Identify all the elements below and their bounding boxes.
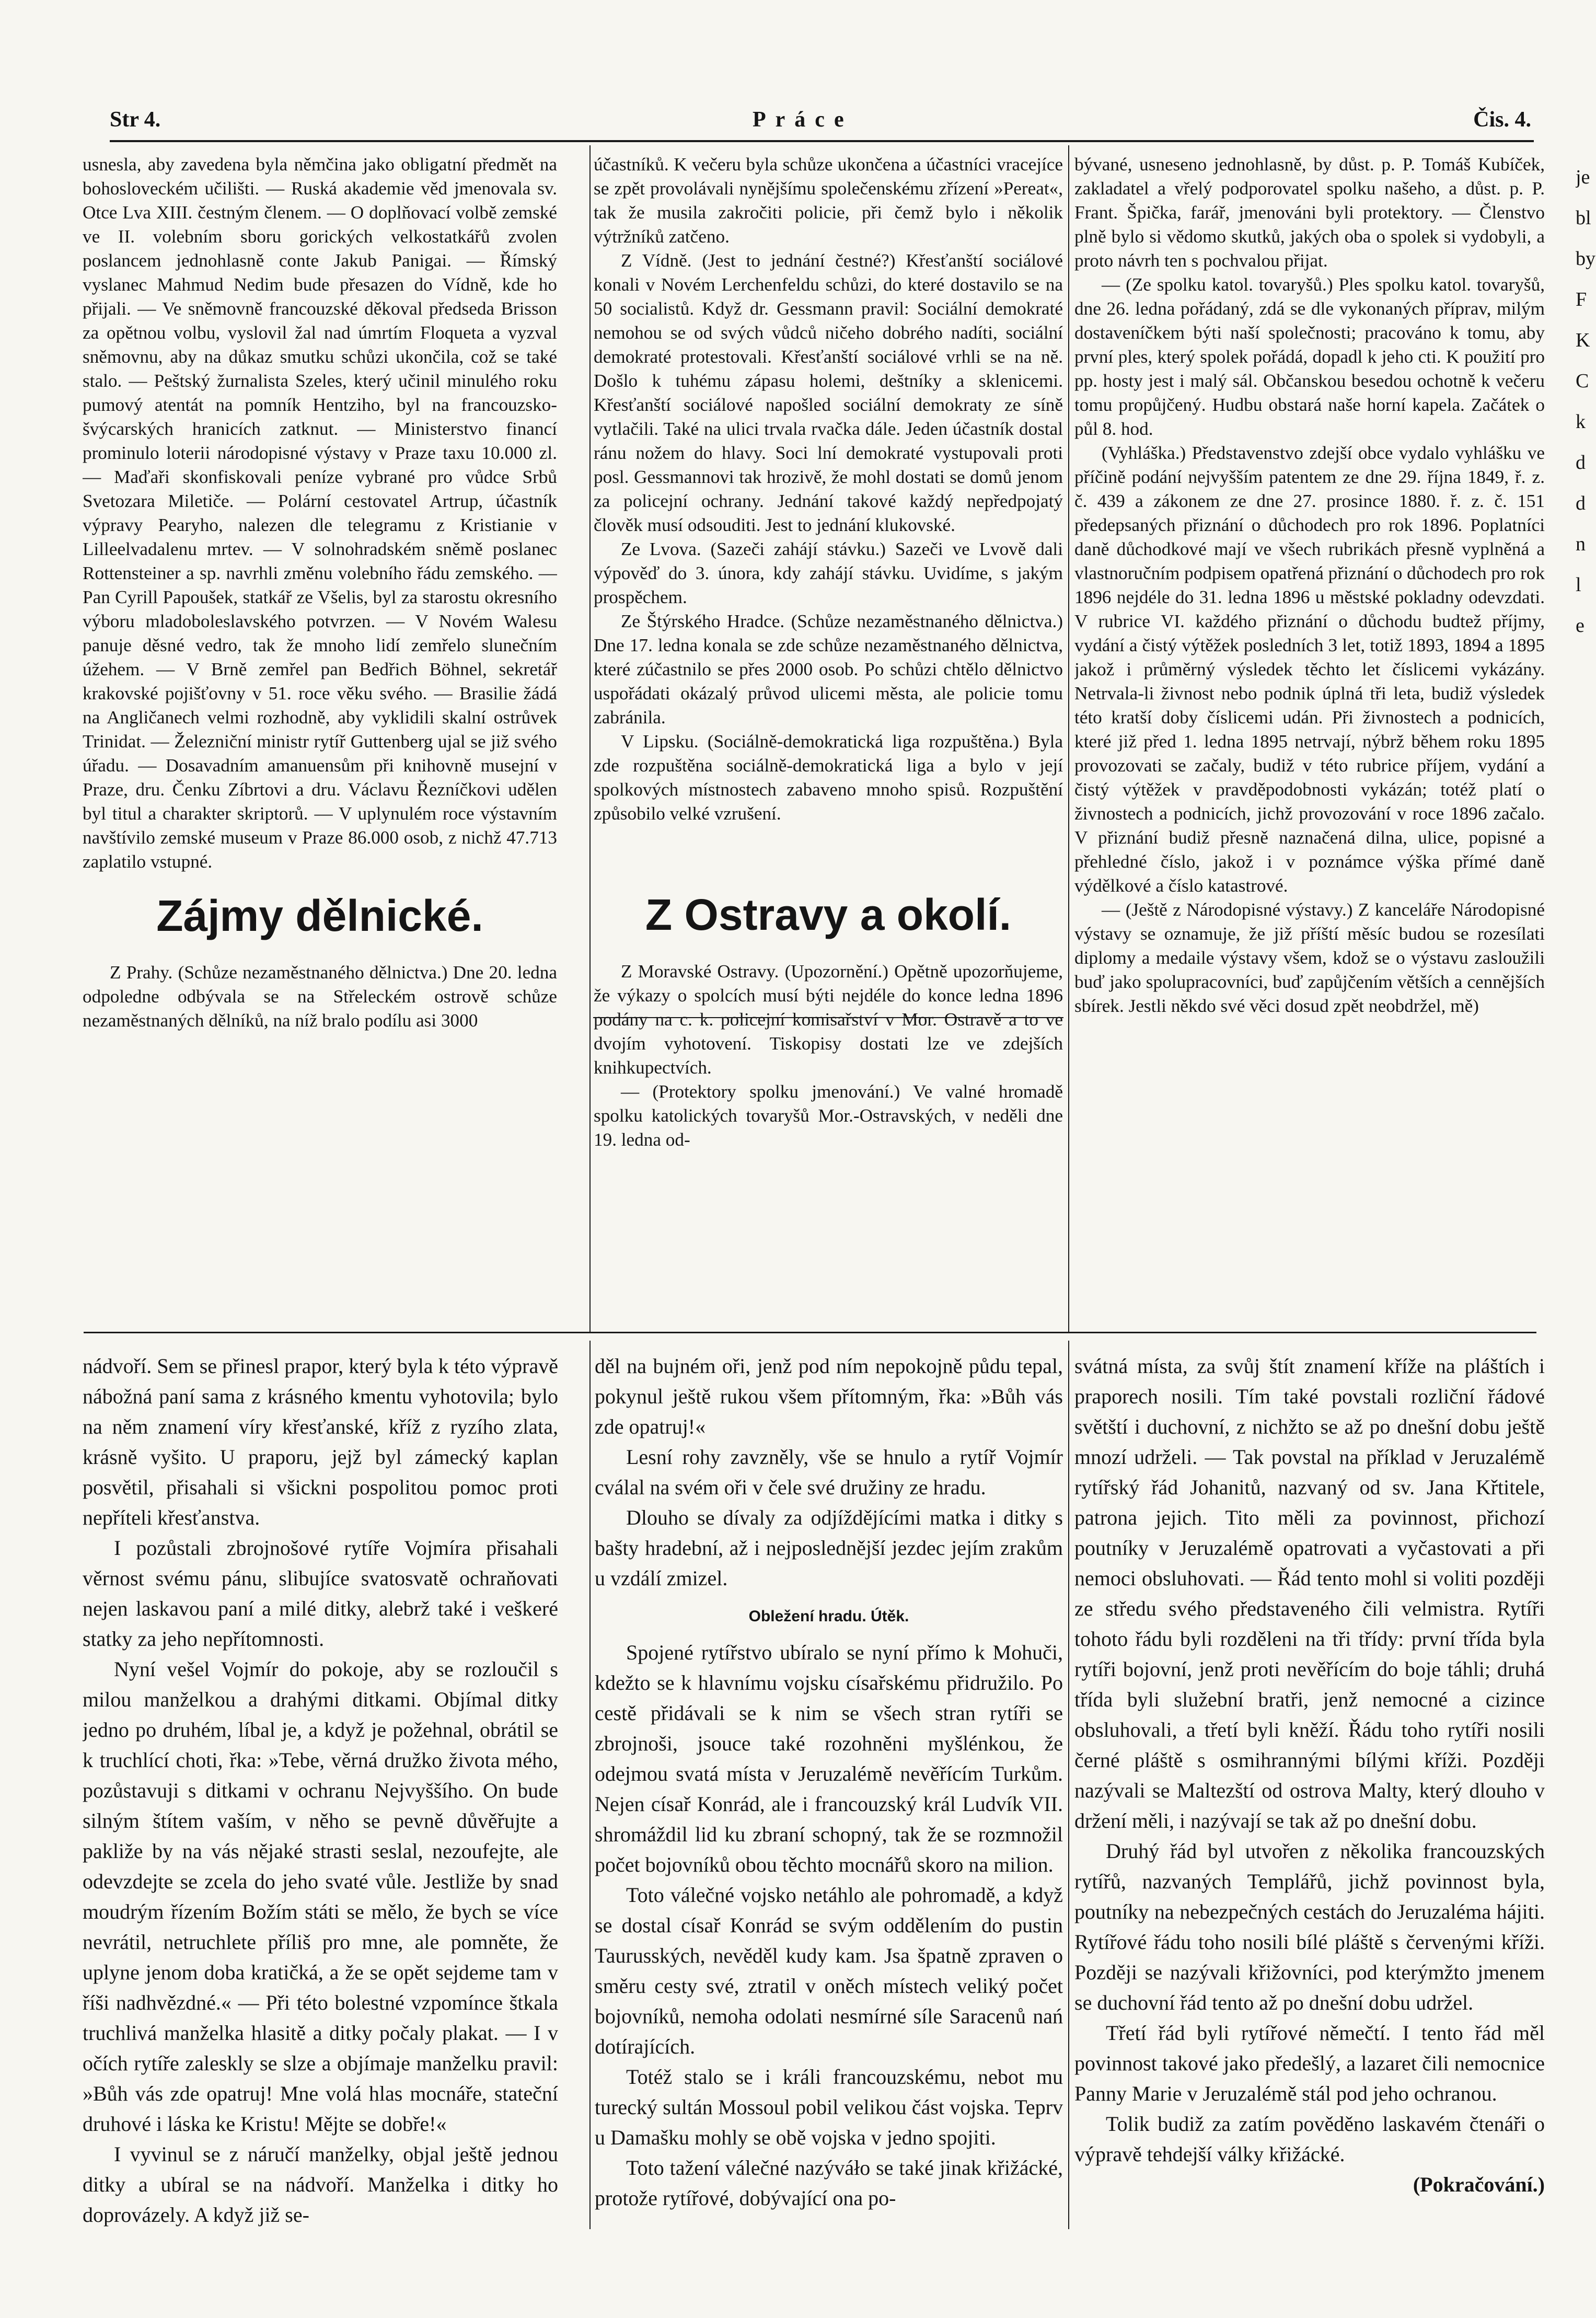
article-lvov: Ze Lvova. (Sazeči zahájí stávku.) Sazeči ve Lvově dali výpověď do 3. února, kdy zahájí stávku. Uvidíme, s jakým prospěchem. [594,539,1063,607]
article-continuation: účastníků. K večeru byla schůze ukončena a účastníci vracejíce se zpět provolávali nynějšímu společenskému zřízení »Pereat«, tak že musila zakročiti policie, při čemž bylo i několik výtržníků zatčeno. [594,154,1063,247]
article-ostrava: Z Moravské Ostravy. (Upozornění.) Opětně upozorňujeme, že výkazy o spolcích musí býti nejdéle do konce ledna 1896 podány na c. k. policejní komisařství v Mor. Ostravě a to ve dvojím vyhotovení. Tiskopisy dostati lze ve zdejších knihkupectvích. [594,961,1063,1078]
story-text: Spojené rytířstvo ubíralo se nyní přímo k Mohuči, kdežto se k hlavnímu vojsku císařskému přidružilo. Po cestě přidávali se k nim se všech stran rytíři se zbrojnoši, jsouce také rozohněni myšlénkou, že odejmou svatá místa v Jeruzalémě nevěřícím Turkům. Nejen císař Konrád, ale i francouzský král Ludvík VII. shromáždil lid ku zbraní schopný, tak že se rozmnožil počet bojovníků obou těchto mocnářů skoro na milion. [595,1641,1063,1876]
story-text: Lesní rohy zavzněly, vše se hnulo a rytíř Vojmír cválal na svém oři v čele své družiny ze hradu. [595,1445,1063,1499]
top-column-1 [83,153,557,1329]
story-text: Nyní vešel Vojmír do pokoje, aby se rozloučil s milou manželkou a drahými ditkami. Objímal ditky jedno po druhém, líbal je, a když je požehnal, obrátil se k truchlící choti, řka: »Tebe, věrná družko života mého, pozůstavuji s ditkami v ochranu Nejvyššího. On bude silným štítem vaším, v něho se pevně důvěřujte a pakliže by na vás nějaké strasti seslal, nezoufejte, ale odevzdejte se zcela do jeho svaté vůle. Jestliže by snad moudrým řízením Božím státi se mělo, že bych se více nevrátil, netruchlete příliš pro mne, ale pomněte, že uplyne jenom doba kratičká, a že se opět sejdeme tam v říši nadhvězdné.« — Při této bolestné vzpomínce štkala truchlivá manželka hlasitě a ditky počaly plakat. — I v očích rytíře zaleskly se slze a objímaje manželku pravil: »Bůh vás zde opatruj! Mne volá hlas mocnáře, stateční druhové i láska ke Kristu! Mějte se dobře!« [83,1657,558,2136]
article-exhibition: — (Ještě z Národopisné výstavy.) Z kanceláře Národopisné výstavy se oznamuje, že již příští měsíc budou se rozesílati diplomy a medaile výstavy všem, kdož se o výstavu zasloužili buď jako spolupracovníci, buď zapůjčením větších a cennějších sbírek. Jestli někdo své věci dosud zpět neobdržel, mě) [1074,899,1545,1016]
page-header [110,107,1531,139]
top-column-3 [1074,153,1545,1329]
story-text: Tolik budiž za zatím pověděno laskavém čtenáři o výpravě tehdejší války křižácké. [1074,2112,1545,2166]
story-text: Dlouho se dívaly za odjíždějícími matka i ditky s bašty hradební, až i nejposlednější jezdec jejím zrakům u vzdálí zmizel. [595,1506,1063,1590]
page-number: Str 4. [110,108,161,132]
story-text: I pozůstali zbrojnošové rytíře Vojmíra přisahali věrnost svému pánu, slibujíce svatosvatě ochraňovati nejen laskavou paní a milé ditky, alebrž také i veškeré statky za jeho nepřítomnosti. [83,1536,558,1651]
top-column-2 [594,153,1063,1329]
chapter-title: Obležení hradu. Útěk. [748,1608,909,1625]
column-rule [1068,145,1069,1332]
section-title-ostrava: Z Ostravy a okolí. [645,890,1012,939]
column-rule [1068,1341,1069,2229]
column-rule [589,145,591,1332]
section-separator [84,1332,1536,1333]
article-announcement: (Vyhláška.) Představenstvo zdejší obce vydalo vyhlášku ve příčině podání nejvyšším patentem ze dne 29. října 1849, ř. z. č. 439 a zákonem ze dne 27. prosince 1880. ř. z. č. 151 předepsaných přiznání o důchodech pro rok 1896. Poplatníci daně důchodkové mají ve všech rubrikách přesně vyplněná a vlastnoručním podpisem opatřená přiznání o důchodech pro rok 1896 nejdéle do 31. ledna 1896 u městské pokladny odevzdati. V rubrice VI. každého přiznání o důchodu budtež příjmy, vydání a čistý výtěžek posledních 3 let, totiž 1893, 1894 a 1895 jakož i průměrný výsledek těchto let číslicemi vykázány. Netrvala-li živnost nebo podnik úplná tři leta, budiž výsledek této kratší doby číslicemi udán. Při živnostech a podnicích, které již před 1. ledna 1895 netrvají, nýbrž během roku 1895 provozovati se začaly, budiž v této rubrice příjem, vydání a čistý výtěžek v pravděpodobnosti vykázán; totéž platí o živnostech a podnicích, jichž provozování v roce 1896 začalo. V přiznání budiž přesně naznačená dilna, ulice, popisné a přehledné číslo, jakož i v poznámce výška přímé daně výdělkové a číslo katastrové. [1074,443,1545,896]
bottom-column-3 [1074,1351,1545,2240]
section-title-zajmy: Zájmy dělnické. [156,891,483,940]
article-graz: Ze Štýrského Hradce. (Schůze nezaměstnaného dělnictva.) Dne 17. ledna konala se zde schůze nezaměstnaného dělnictva, které zúčastnilo se přes 2000 osob. Po schůzi chtělo dělnictvo uspořádati okázalý průvod ulicemi města, ale policie tomu zabránila. [594,611,1063,728]
news-briefs: usnesla, aby zavedena byla němčina jako obligatní předmět na bohosloveckém učilišti. — Ruská akademie věd jmenovala sv. Otce Lva XIII. čestným členem. — O doplňovací volbě zemské ve II. volebním sboru gorických velkostatkářů zvolen poslancem jednohlasně conte Jakub Panigai. — Římský vyslanec Mahmud Nedim bude přesazen do Vídně, kde ho přijali. — Ve sněmovně francouzské děkoval předseda Brisson za opětnou volbu, vyslovil žal nad úmrtím Floqueta a vyzval sněmovnu, aby na důkaz smutku schůzi ukončila, což se také stalo. — Peštský žurnalista Szeles, který učinil minulého roku pumový atentát na pomník Hentziho, byl na francouzsko-švýcarských hranicích zatknut. — Ministerstvo financí prominulo loterii národopisné výstavy v Praze taxu 10.000 zl. — Maďaři skonfiskovali peníze vybrané pro vůdce Srbů Svetozara Miletiče. — Polární cestovatel Artrup, účastník výpravy Pearyho, nalezen dle telegramu z Kristianie v Lilleelvadalenu mrtev. — V solnohradském sněmě poslanec Rottensteiner a sp. navrhli změnu volebního řádu zemského. — Pan Cyrill Papoušek, statkář ze Všelis, byl za starostu okresního výboru mladoboleslavského potvrzen. — V Novém Walesu panuje děsné vedro, tak že mnoho lidí zemřelo slunečním úžehem. — V Brně zemřel pan Bedřich Böhnel, sekretář krakovské pojišťovny v 51. roce věku svého. — Brasilie žádá na Angličanech velmi rozhodně, aby vyklidili skalní ostrůvek Trinidat. — Železniční ministr rytíř Guttenberg ujal se již svého úřadu. — Dosavadním amanuensům při knihovně musejní v Praze, dru. Čenku Zíbrtovi a dru. Václavu Řezníčkovi udělen byl titul a charakter skriptorů. — V uplynulém roce výstavním navštívilo zemské museum v Praze 86.000 osob, z nichž 47.713 zaplatilo vstupné. [83,154,557,872]
article-vienna: Z Vídně. (Jest to jednání čestné?) Křesťanští sociálové konali v Novém Lerchenfeldu schůzi, do které dostavilo se na 50 socialistů. Když dr. Gessmann pravil: Sociální demokraté nemohou se od svých vůdců ničeho dobrého nadíti, sociální demokraté protestovali. Křesťanští sociálové vrhli se na ně. Došlo k tuhému zápasu holemi, deštníky a sklenicemi. Křesťanští sociálové napošled sociální demokraty ze síně vytlačili. Také na ulici trvala rvačka dále. Jeden účastník dostal ránu nožem do hlavy. Soci lní demokraté vystupovali proti posl. Gessmannovi tak hrozivě, že mohl dostati se domů jenom za policejní ochrany. Jednání takové každý nepředpojatý člověk musí odsouditi. Jest to jednání klukovské. [594,250,1063,535]
bottom-column-2 [595,1351,1063,2240]
story-text: nádvoří. Sem se přinesl prapor, který byla k této výpravě nábožná paní sama z krásného kmentu vyhotovila; bylo na něm znamení víry křesťanské, kříž z ryzího zlata, krásně vyšito. U praporu, jejž byl zámecký kaplan posvětil, přisahali si všickni pospolitou pomoc proti nepříteli křesťanstva. [83,1354,558,1529]
story-text: děl na bujném oři, jenž pod ním nepokojně půdu tepal, pokynul ještě rukou všem přítomným, řka: »Bůh vás zde opatruj!« [595,1354,1063,1438]
bottom-column-1 [83,1351,558,2240]
newspaper-title: Práce [753,108,853,132]
article-leipzig: V Lipsku. (Sociálně-demokratická liga rozpuštěna.) Byla zde rozpuštěna sociálně-demokratická liga a bylo v její spolkových místnostech zabaveno mnoho spisů. Rozpuštění způsobilo velké vzrušení. [594,731,1063,824]
article-prague: Z Prahy. (Schůze nezaměstnaného dělnictva.) Dne 20. ledna odpoledne odbývala se na Střeleckém ostrově schůze nezaměstnaných dělníků, na níž bralo podílu asi 3000 [83,962,557,1031]
story-text: Druhý řád byl utvořen z několika francouzských rytířů, nazvaných Templářů, jichž povinnost byla, poutníky na nebezpečných cestách do Jeruzaléma hájiti. Rytířové řádu toho nosili bílé pláště s červenými kříži. Později se nazývali křižovníci, pod kterýmžto jmenem se duchovní řád tento až po dnešní dobu udržel. [1074,1839,1545,2014]
story-text: Toto válečné vojsko netáhlo ale pohromadě, a když se dostal císař Konrád se svým oddělením do pustin Taurusských, nevěděl kudy kam. Jsa špatně zpraven o směru cesty své, ztratil v oněch místech veliký počet bojovníků, nemoha odolati nesmírné síle Saracenů nań dotírajících. [595,1883,1063,2058]
article-ball: — (Ze spolku katol. tovaryšů.) Ples spolku katol. tovaryšů, dne 26. ledna pořádaný, zdá se dle vykonaných příprav, milým dostaveníčkem býti naší společnosti; pracováno k tomu, aby první ples, který spolek pořádá, dopadl k jeho cti. K použití pro pp. hosty jest i malý sál. Občanskou besedou ochotně k večeru tomu propůjčený. Hudbu obstará naše horní kapela. Začátek o půl 8. hod. [1074,274,1545,439]
issue-number: Čis. 4. [1473,108,1531,132]
article-protectors: — (Protektory spolku jmenování.) Ve valné hromadě spolku katolických tovaryšů Mor.-Ostravských, v neděli dne 19. ledna od- [594,1081,1063,1150]
story-text: Totéž stalo se i králi francouzskému, nebot mu turecký sultán Mossoul pobil velikou část vojska. Teprv u Damašku mohly se obě vojska v jedno spojiti. [595,2065,1063,2149]
continuation-note: (Pokračování.) [1413,2173,1545,2196]
adjacent-page-edge: je bl by F K C k d d n l e [1576,166,1595,637]
story-text: I vyvinul se z náručí manželky, objal ještě jednou ditky a ubíral se na nádvoří. Manželka i ditky ho doprovázely. A když již se- [83,2142,558,2227]
header-rule [110,140,1534,142]
story-text: svátná místa, za svůj štít znamení kříže na pláštích i praporech nosili. Tím také povstali rozliční řádové světští i duchovní, z nichžto se až po dnešní dobu ještě mnozí udrželi. — Tak povstal na příklad v Jeruzalémě rytířský řád Johanitů, nazvaný od sv. Jana Křtitele, patrona jejich. Tito měli za povinnost, přichozí poutníky v Jeruzalémě opatrovati a vyčastovati a při nemoci obsluhovati. — Řád tento mohl si voliti později ze středu svého představeného čili velmistra. Rytíři tohoto řádu byli rozděleni na tři třídy: první třída byla rytíři bojovní, jenž proti nevěřícím do boje táhli; druhá třída byli služební bratři, jenž nemocné a cizince obsluhovali, a třetí byli kněží. Řádu toho rytíři nosili černé pláště s osmihrannými bílými kříži. Později nazývali se Maltezští od ostrova Malty, který dlouho v držení měli, i nazývají se tak až po dnešní dobu. [1074,1354,1545,1832]
article-continuation: bývané, usneseno jednohlasně, by důst. p. P. Tomáš Kubíček, zakladatel a vřelý podporovatel spolku našeho, a důst. p. P. Frant. Špička, farář, jmenováni byli protektory. — Členstvo plně bylo si vědomo skutků, jakých oba o spolek si vydobyli, a proto návrh ten s pochvalou přijat. [1074,154,1545,271]
story-text: Třetí řád byli rytířové němečtí. I tento řád měl povinnost takové jako předešlý, a lazaret čili nemocnice Panny Marie v Jeruzalémě stál pod jeho ochranou. [1074,2021,1545,2105]
story-text: Toto tažení válečné nazýváło se také jinak křižácké, protože rytířové, dobývající ona po- [595,2156,1063,2210]
column-rule [589,1341,591,2229]
